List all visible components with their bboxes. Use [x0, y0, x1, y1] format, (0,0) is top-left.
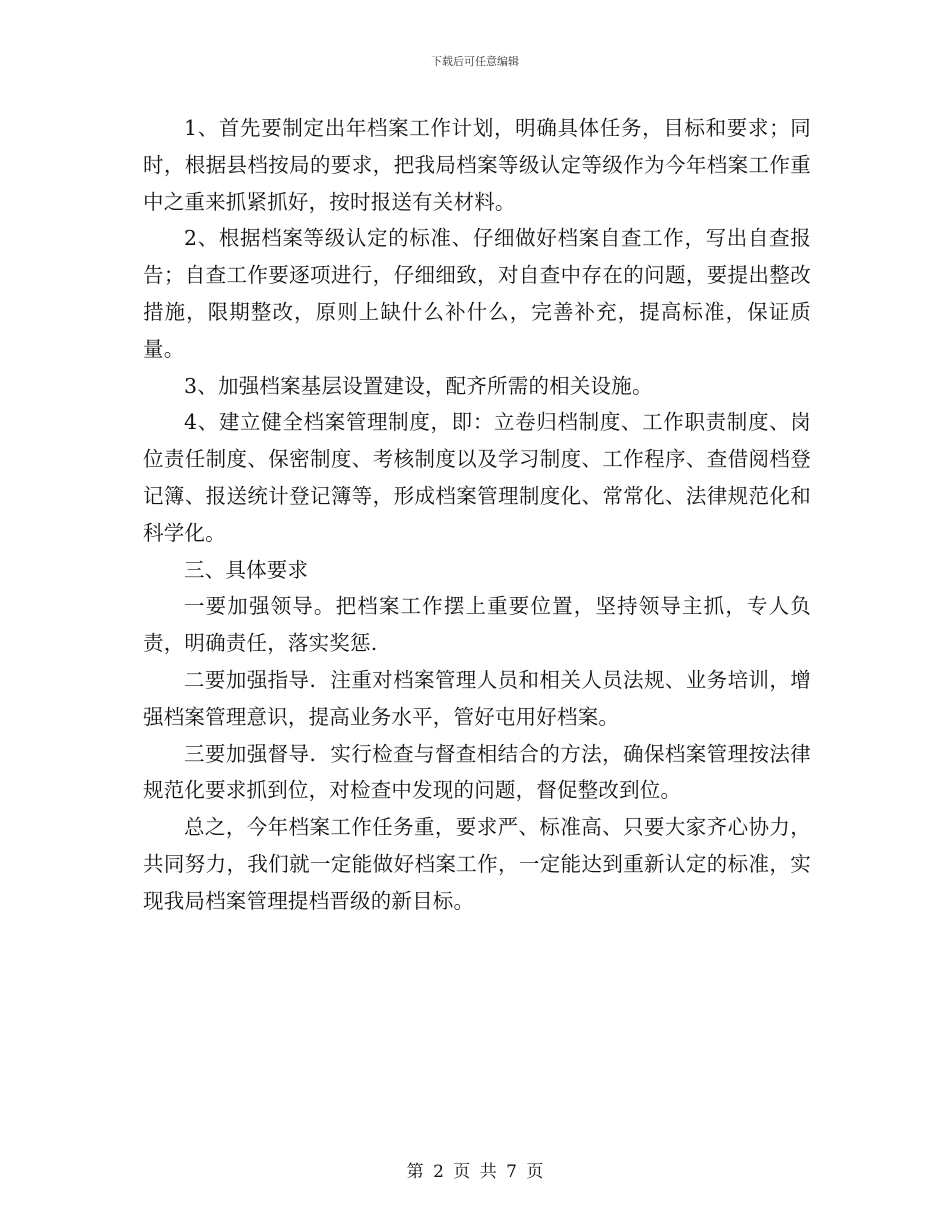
- paragraph-plan: 1、首先要制定出年档案工作计划，明确具体任务，目标和要求；同时，根据县档按局的要求，把我局档案等级认定等级作为今年档案工作重中之重来抓紧抓好，按时报送有关材料。: [143, 116, 811, 214]
- paragraph-supervision: 三要加强督导．实行检查与督查相结合的方法，确保档案管理按法律规范化要求抓到位，对检查中发现的问题，督促整改到位。: [143, 741, 811, 803]
- paragraph-management-system: 4、建立健全档案管理制度，即：立卷归档制度、工作职责制度、岗位责任制度、保密制度、考核制度以及学习制度、工作程序、查借阅档登记簿、报送统计登记簿等，形成档案管理制度化、常常化、法律规范化和科学化。: [143, 410, 811, 545]
- section-heading-requirements: 三、具体要求: [184, 557, 309, 582]
- paragraph-facilities: 3、加强档案基层设置建设，配齐所需的相关设施。: [184, 373, 653, 398]
- document-body: [143, 110, 811, 920]
- page-header: 下载后可任意编辑: [431, 55, 519, 68]
- paragraph-guidance: 二要加强指导．注重对档案管理人员和相关人员法规、业务培训，增强档案管理意识，提高业务水平，管好屯用好档案。: [143, 667, 811, 729]
- paragraph-conclusion: 总之，今年档案工作任务重，要求严、标准高、只要大家齐心协力，共同努力，我们就一定能做好档案工作，一定能达到重新认定的标准，实现我局档案管理提档晋级的新目标。: [143, 815, 811, 913]
- paragraph-leadership: 一要加强领导。把档案工作摆上重要位置，坚持领导主抓，专人负责，明确责任，落实奖惩.: [143, 594, 811, 656]
- paragraph-self-check: 2、根据档案等级认定的标准、仔细做好档案自查工作，写出自查报告；自查工作要逐项进行，仔细细致，对自查中存在的问题，要提出整改措施，限期整改，原则上缺什么补什么，完善补充，提高标准，保证质量。: [143, 226, 811, 361]
- page-footer: 第 2 页 共 7 页: [406, 1162, 544, 1182]
